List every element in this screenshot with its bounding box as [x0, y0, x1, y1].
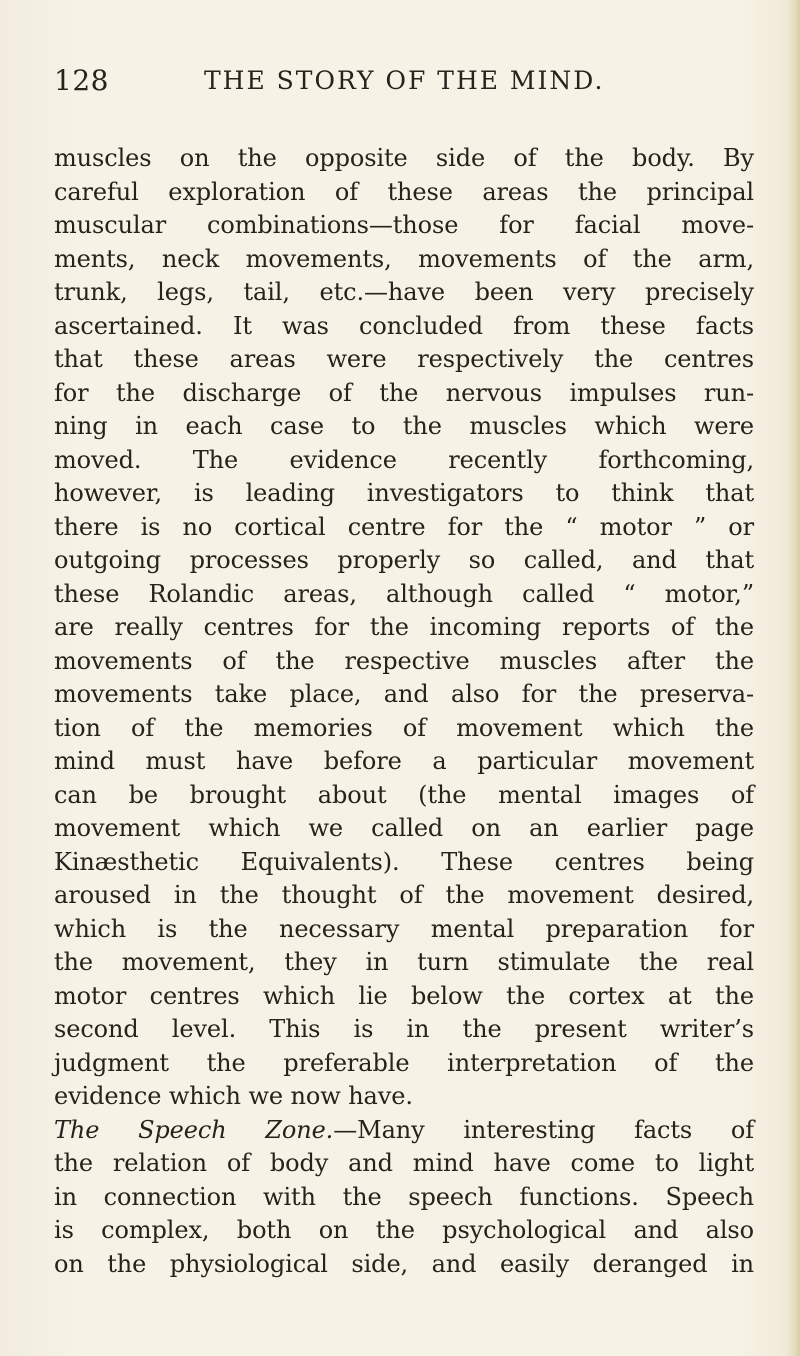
- text-line: on the physiological side, and easily deranged in: [54, 1249, 754, 1278]
- text-line: for the discharge of the nervous impulses run-: [54, 378, 754, 407]
- text-line: mind must have before a particular movement: [54, 747, 754, 775]
- text-line: second level. This is in the present writer’s: [54, 1015, 754, 1043]
- paragraph-2: [54, 1114, 754, 1282]
- page-edge: [786, 0, 800, 1356]
- text-line: Kinæsthetic Equivalents). These centres being: [54, 847, 754, 876]
- text-line: are really centres for the incoming reports of the: [54, 613, 754, 641]
- text-line: in connection with the speech functions. Speech: [54, 1182, 754, 1211]
- text-line: motor centres which lie below the cortex at the: [54, 981, 754, 1010]
- text-line: that these areas were respectively the centres: [54, 345, 754, 373]
- text-line: judgment the preferable interpretation of the: [54, 1048, 754, 1077]
- text-line: however, is leading investigators to think that: [54, 479, 754, 507]
- text-line: outgoing processes properly so called, and that: [54, 546, 754, 574]
- text-line: movements take place, and also for the preserva-: [54, 680, 754, 708]
- text-line: muscles on the opposite side of the body. By: [54, 144, 754, 172]
- running-head: THE STORY OF THE MIND.: [204, 66, 605, 95]
- section-heading: The Speech Zone.: [54, 1115, 334, 1144]
- text-line: movement which we called on an earlier page: [54, 814, 754, 842]
- text-line: evidence which we now have.: [54, 1082, 413, 1110]
- paragraph-1: [54, 142, 754, 1114]
- text-line: ascertained. It was concluded from these facts: [54, 311, 754, 340]
- text-line: which is the necessary mental preparation for: [54, 914, 754, 943]
- section-first-line-text: —Many interesting facts of: [333, 1115, 754, 1144]
- page-number: 128: [54, 64, 109, 97]
- text-line: aroused in the thought of the movement desired,: [54, 881, 754, 909]
- text-line: the relation of body and mind have come to light: [54, 1149, 754, 1177]
- text-line: these Rolandic areas, although called “ motor,”: [54, 579, 754, 608]
- text-line: there is no cortical centre for the “ motor ” or: [54, 512, 754, 541]
- section-first-line: [54, 1114, 754, 1148]
- text-line: the movement, they in turn stimulate the real: [54, 948, 754, 976]
- text-line: careful exploration of these areas the principal: [54, 177, 754, 206]
- text-line: ments, neck movements, movements of the arm,: [54, 244, 754, 273]
- text-line: can be brought about (the mental images of: [54, 780, 754, 809]
- text-line: movements of the respective muscles after the: [54, 646, 754, 675]
- text-line: moved. The evidence recently forthcoming,: [54, 445, 754, 474]
- text-line: tion of the memories of movement which the: [54, 713, 754, 742]
- text-line: trunk, legs, tail, etc.—have been very precisely: [54, 278, 754, 306]
- text-line: muscular combinations—those for facial move-: [54, 211, 754, 239]
- text-line: ning in each case to the muscles which were: [54, 412, 754, 440]
- text-line: is complex, both on the psychological and also: [54, 1216, 754, 1244]
- page-header: [54, 64, 754, 104]
- body-text: [54, 142, 754, 1281]
